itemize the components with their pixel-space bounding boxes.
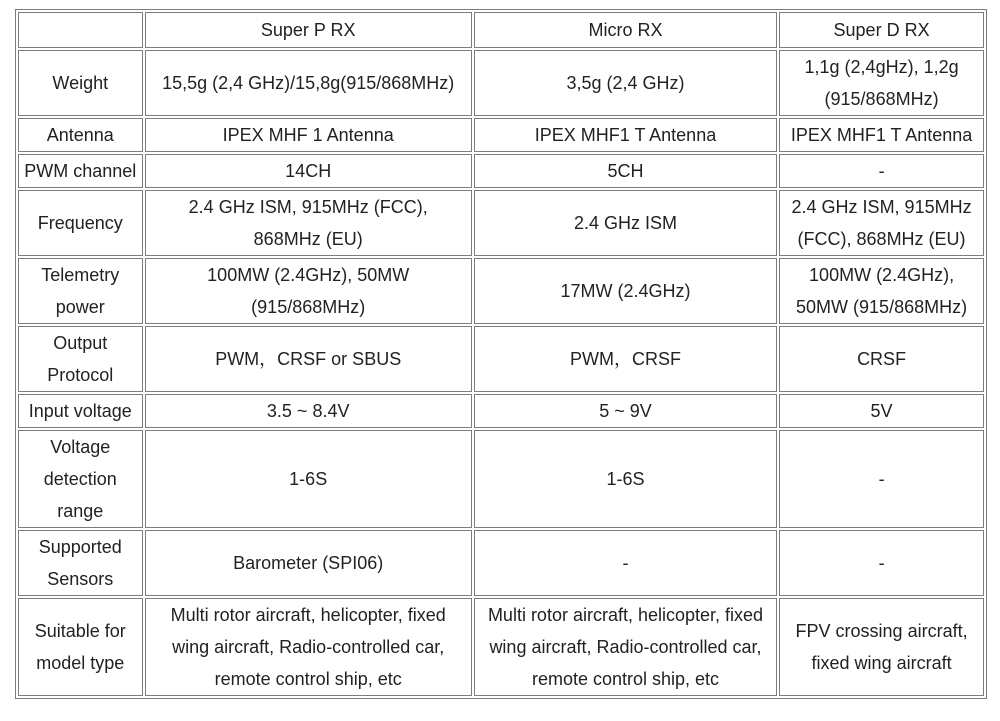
table-cell: IPEX MHF1 T Antenna [779,118,984,152]
table-row-input-voltage [18,394,984,428]
table-cell: 3.5 ~ 8.4V [145,394,472,428]
row-label: Suitable for model type [18,598,143,696]
table-header-row [18,12,984,48]
row-label: Frequency [18,190,143,256]
spec-table-container [15,9,987,699]
table-cell: 1,1g (2,4gHz), 1,2g (915/868MHz) [779,50,984,116]
table-cell: 100MW (2.4GHz), 50MW (915/868MHz) [779,258,984,324]
table-cell: - [779,430,984,528]
header-cell-empty [18,12,143,48]
table-row-telemetry-power [18,258,984,324]
table-row-antenna [18,118,984,152]
table-cell: 2.4 GHz ISM [474,190,777,256]
header-cell-super-d-rx: Super D RX [779,12,984,48]
table-cell: 1-6S [474,430,777,528]
table-cell: 14CH [145,154,472,188]
table-cell: Multi rotor aircraft, helicopter, fixed wing aircraft, Radio-controlled car, remote control ship, etc [145,598,472,696]
table-cell: 5CH [474,154,777,188]
row-label: Telemetry power [18,258,143,324]
row-label: Weight [18,50,143,116]
table-row-frequency [18,190,984,256]
header-cell-super-p-rx: Super P RX [145,12,472,48]
table-cell: FPV crossing aircraft, fixed wing aircraft [779,598,984,696]
row-label: Antenna [18,118,143,152]
row-label: Voltage detection range [18,430,143,528]
table-cell: 2.4 GHz ISM, 915MHz (FCC), 868MHz (EU) [779,190,984,256]
table-cell: 1-6S [145,430,472,528]
table-cell: IPEX MHF1 T Antenna [474,118,777,152]
row-label: Input voltage [18,394,143,428]
table-cell: 100MW (2.4GHz), 50MW (915/868MHz) [145,258,472,324]
table-cell: PWM，CRSF or SBUS [145,326,472,392]
table-row-output-protocol [18,326,984,392]
table-row-suitable-model-type [18,598,984,696]
table-row-pwm-channel [18,154,984,188]
receiver-spec-table [15,9,987,699]
table-row-supported-sensors [18,530,984,596]
table-cell: Multi rotor aircraft, helicopter, fixed wing aircraft, Radio-controlled car, remote control ship, etc [474,598,777,696]
table-cell: 17MW (2.4GHz) [474,258,777,324]
table-cell: 3,5g (2,4 GHz) [474,50,777,116]
table-cell: CRSF [779,326,984,392]
row-label: Supported Sensors [18,530,143,596]
table-cell: Barometer (SPI06) [145,530,472,596]
table-cell: 15,5g (2,4 GHz)/15,8g(915/868MHz) [145,50,472,116]
header-cell-micro-rx: Micro RX [474,12,777,48]
table-cell: 5V [779,394,984,428]
table-row-weight [18,50,984,116]
table-cell: - [474,530,777,596]
table-cell: 5 ~ 9V [474,394,777,428]
table-cell: 2.4 GHz ISM, 915MHz (FCC), 868MHz (EU) [145,190,472,256]
table-row-voltage-detection-range [18,430,984,528]
row-label: PWM channel [18,154,143,188]
table-cell: - [779,530,984,596]
row-label: Output Protocol [18,326,143,392]
table-cell: - [779,154,984,188]
table-cell: IPEX MHF 1 Antenna [145,118,472,152]
table-cell: PWM，CRSF [474,326,777,392]
